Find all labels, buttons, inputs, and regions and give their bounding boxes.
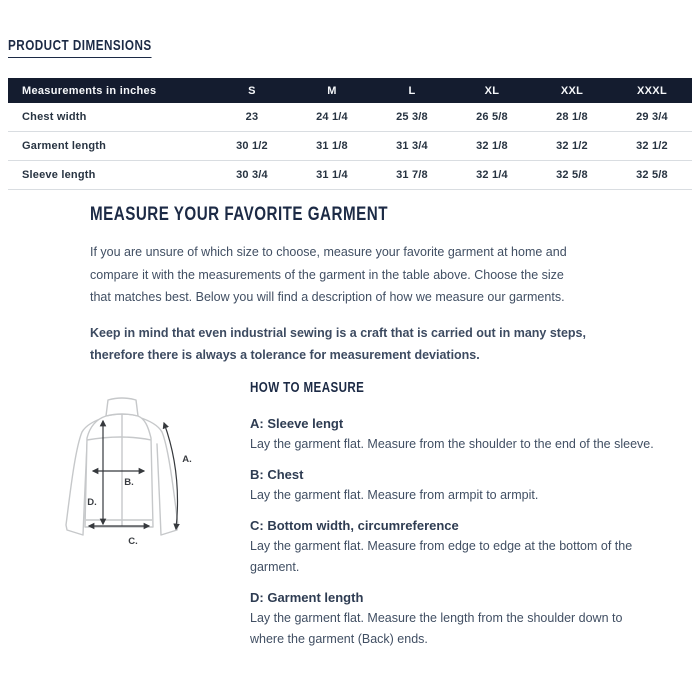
table-header-row xyxy=(8,78,692,103)
measure-tolerance-note: Keep in mind that even industrial sewing is a craft that is carried out in many steps, therefore there is always a tolerance for measurement deviations. xyxy=(90,325,586,362)
table-row-sleeve-length xyxy=(8,161,692,190)
cell-chest-l: 25 3/8 xyxy=(372,103,452,132)
measure-intro-paragraph: If you are unsure of which size to choose, measure your favorite garment at home and compare it with the measurements of the garment in the table above. Choose the size that matches best. Below you will find a description of how we measure our garments. xyxy=(90,245,567,304)
how-to-measure-section xyxy=(250,380,657,659)
cell-sleeve-m: 31 1/4 xyxy=(292,161,372,190)
measure-item-chest xyxy=(250,464,657,506)
size-table xyxy=(8,78,692,190)
how-to-measure-heading: HOW TO MEASURE xyxy=(250,380,365,396)
cell-chest-xl: 26 5/8 xyxy=(452,103,532,132)
cell-sleeve-l: 31 7/8 xyxy=(372,161,452,190)
diagram-label-d: D. xyxy=(87,497,97,508)
measure-item-description: Lay the garment flat. Measure from armpit to armpit. xyxy=(250,488,539,502)
table-row-chest-width xyxy=(8,103,692,132)
row-label-sleeve-length: Sleeve length xyxy=(8,161,212,190)
measure-item-description: Lay the garment flat. Measure from the shoulder to the end of the sleeve. xyxy=(250,437,654,451)
cell-sleeve-s: 30 3/4 xyxy=(212,161,292,190)
garment-measure-diagram xyxy=(56,394,201,566)
measure-item-label: A: Sleeve lengt xyxy=(250,416,344,431)
table-header-measurements: Measurements in inches xyxy=(8,78,212,103)
measure-item-label: C: Bottom width, circumreference xyxy=(250,518,459,533)
cell-garment-xxl: 32 1/2 xyxy=(532,132,612,161)
cell-sleeve-xl: 32 1/4 xyxy=(452,161,532,190)
table-header-size-xxl: XXL xyxy=(532,78,612,103)
cell-chest-xxxl: 29 3/4 xyxy=(612,103,692,132)
measurements-table xyxy=(8,78,692,190)
measure-item-description: Lay the garment flat. Measure the length from the shoulder down to where the garment (Back) ends. xyxy=(250,611,623,646)
cell-sleeve-xxxl: 32 5/8 xyxy=(612,161,692,190)
table-header-size-l: L xyxy=(372,78,452,103)
table-header-size-s: S xyxy=(212,78,292,103)
table-header-size-xl: XL xyxy=(452,78,532,103)
cell-garment-s: 30 1/2 xyxy=(212,132,292,161)
diagram-label-c: C. xyxy=(128,536,138,547)
measure-section xyxy=(90,204,612,367)
cell-chest-xxl: 28 1/8 xyxy=(532,103,612,132)
diagram-label-b: B. xyxy=(124,477,134,488)
cell-garment-xxxl: 32 1/2 xyxy=(612,132,692,161)
measure-item-label: D: Garment length xyxy=(250,590,364,605)
collar-outline xyxy=(106,398,138,416)
measure-item-garment-length xyxy=(250,587,657,650)
page-title: PRODUCT DIMENSIONS xyxy=(8,37,152,58)
table-header-size-xxxl: XXXL xyxy=(612,78,692,103)
cell-garment-m: 31 1/8 xyxy=(292,132,372,161)
cell-chest-m: 24 1/4 xyxy=(292,103,372,132)
measure-section-heading: MEASURE YOUR FAVORITE GARMENT xyxy=(90,204,388,225)
measure-item-description: Lay the garment flat. Measure from edge to edge at the bottom of the garment. xyxy=(250,539,633,574)
garment-diagram-svg xyxy=(56,394,201,566)
measure-item-bottom-width xyxy=(250,515,657,578)
diagram-label-a: A. xyxy=(182,454,192,465)
cell-garment-xl: 32 1/8 xyxy=(452,132,532,161)
table-header-size-m: M xyxy=(292,78,372,103)
measure-item-sleeve-length xyxy=(250,413,657,455)
cell-chest-s: 23 xyxy=(212,103,292,132)
row-label-garment-length: Garment length xyxy=(8,132,212,161)
cell-garment-l: 31 3/4 xyxy=(372,132,452,161)
measure-item-label: B: Chest xyxy=(250,467,304,482)
cell-sleeve-xxl: 32 5/8 xyxy=(532,161,612,190)
table-row-garment-length xyxy=(8,132,692,161)
row-label-chest-width: Chest width xyxy=(8,103,212,132)
